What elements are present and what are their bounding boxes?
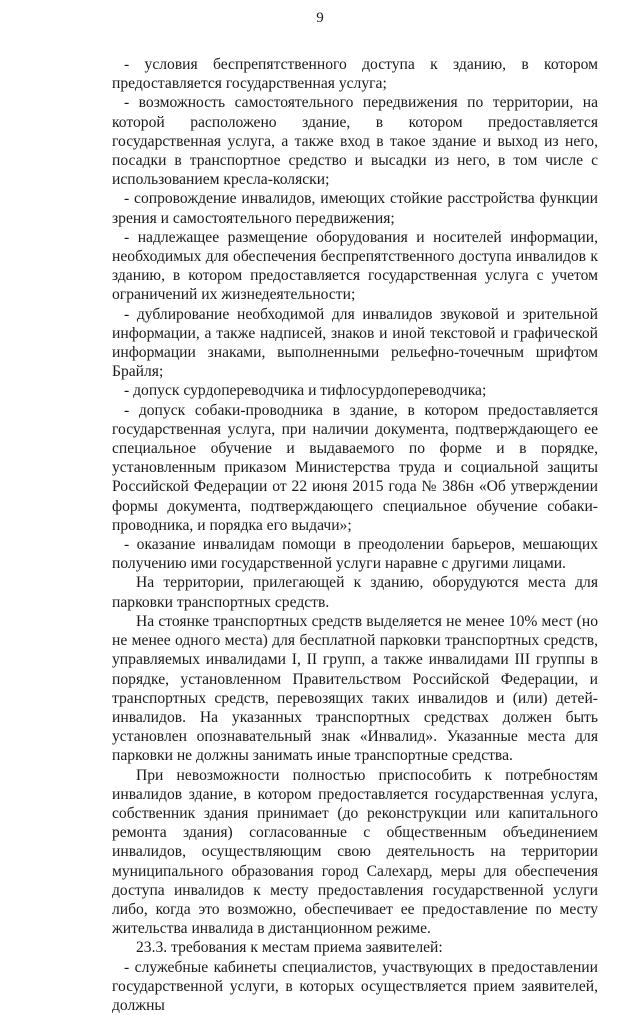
paragraph-access-conditions: - условия беспрепятственного доступа к зданию, в котором предоставляется государственная услуга; — [112, 56, 598, 93]
paragraph-independent-movement: - возможность самостоятельного передвижения по территории, на которой расположено здание, в котором предоставляется государственная услуга, а также вход в такое здание и выход из него, посадки в транспортное средство и высадки из него, в том числе с использованием кресла-коляски; — [112, 94, 598, 189]
paragraph-information-duplication: - дублирование необходимой для инвалидов звуковой и зрительной информации, а также надписей, знаков и иной текстовой и графической информации знаками, выполненными рельефно-точечным шрифтом Брайля; — [112, 305, 598, 381]
document-body — [112, 55, 598, 1015]
paragraph-sign-interpreter: - допуск сурдопереводчика и тифлосурдопереводчика; — [124, 382, 487, 400]
paragraph-building-adaptation: При невозможности полностью приспособить к потребностям инвалидов здание, в котором предоставляется государственная услуга, собственник здания принимает (до реконструкции или капитального ремонта здания) согласованные с общественным объединением инвалидов, осуществляющим свою деятельность на территории муниципального образования город Салехард, меры для обеспечения доступа инвалидов к месту предоставления государственной услуги либо, когда это возможно, обеспечивает ее предоставление по месту жительства инвалида в дистанционном режиме. — [112, 766, 598, 938]
paragraph-section-23-3: 23.3. требования к местам приема заявителей: — [136, 939, 443, 957]
paragraph-parking-spaces: На стоянке транспортных средств выделяется не менее 10% мест (но не менее одного места) для бесплатной парковки транспортных средств, управляемых инвалидами I, II групп, а также инвалидами III группы в порядке, установленном Правительством Российской Федерации, и транспортных средств, перевозящих таких инвалидов и (или) детей-инвалидов. На указанных транспортных средствах должен быть установлен опознавательный знак «Инвалид». Указанные места для парковки не должны занимать иные транспортные средства. — [112, 612, 598, 765]
page-number: 9 — [316, 10, 324, 26]
paragraph-guide-dog: - допуск собаки-проводника в здание, в котором предоставляется государственная услуга, при наличии документа, подтверждающего ее специальное обучение и выдаваемого по форме и в порядке, установленным приказом Министерства труда и социальной защиты Российской Федерации от 22 июня 2015 года № 386н «Об утверждении формы документа, подтверждающего специальное обучение собаки-проводника, и порядка его выдачи»; — [112, 401, 598, 534]
paragraph-parking-territory: На территории, прилегающей к зданию, оборудуются места для парковки транспортных средств. — [112, 574, 598, 611]
paragraph-barrier-assistance: - оказание инвалидам помощи в преодолении барьеров, мешающих получению ими государственной услуги наравне с другими лицами. — [112, 536, 598, 573]
paragraph-equipment-placement: - надлежащее размещение оборудования и носителей информации, необходимых для обеспечения беспрепятственного доступа инвалидов к зданию, в котором предоставляется государственная услуга с учетом ограничений их жизнедеятельности; — [112, 228, 598, 304]
paragraph-accompaniment: - сопровождение инвалидов, имеющих стойкие расстройства функции зрения и самостоятельного передвижения; — [112, 190, 598, 227]
paragraph-office-requirements: - служебные кабинеты специалистов, участвующих в предоставлении государственной услуги, в которых осуществляется прием заявителей, должны — [112, 958, 598, 1014]
